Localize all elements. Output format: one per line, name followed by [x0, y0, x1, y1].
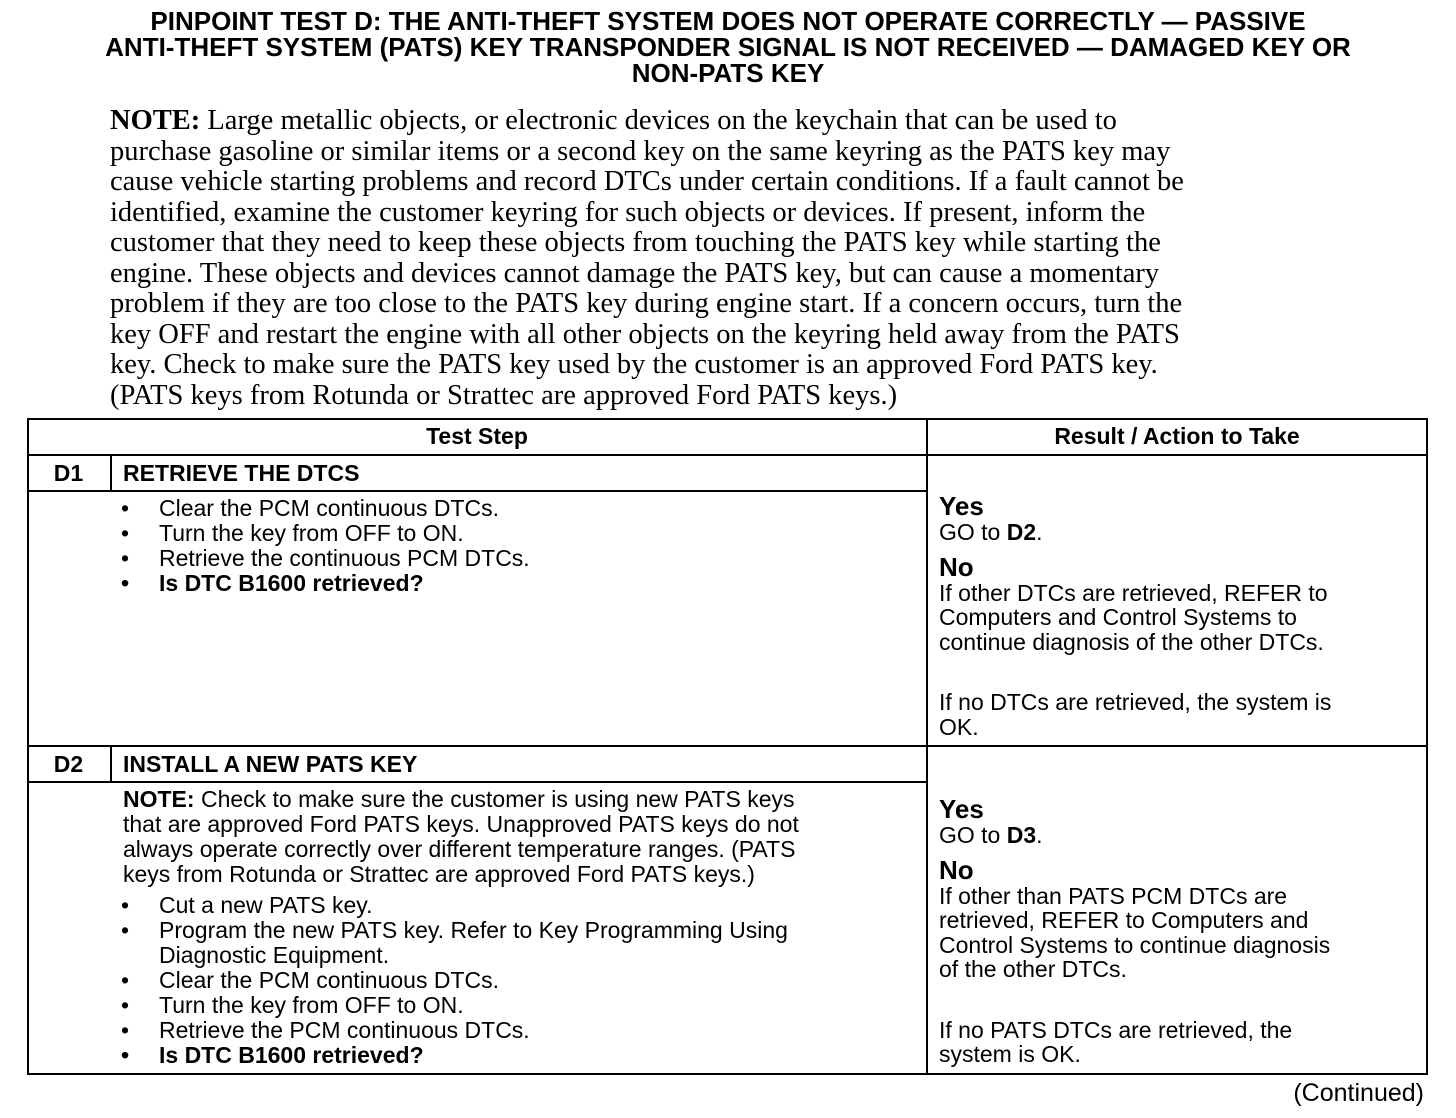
- step-d2-actions: [121, 893, 788, 1068]
- continued-label: (Continued): [1293, 1079, 1424, 1107]
- intro-note-line: identified, examine the customer keyring for such objects or devices. If present, inform the: [110, 196, 1146, 228]
- title-line-2: ANTI-THEFT SYSTEM (PATS) KEY TRANSPONDER SIGNAL IS NOT RECEIVED — DAMAGED KEY OR: [105, 32, 1351, 62]
- step-d2-note: NOTE: Check to make sure the customer is using new PATS keys that are approved Ford PATS keys. Unapproved PATS keys do not always operate correctly over different temperature ranges. (PATS keys from Rotunda or Strattec are approved Ford PATS keys.): [123, 786, 799, 887]
- header-result: Result / Action to Take: [1054, 423, 1300, 449]
- page-title: [30, 8, 1426, 86]
- step-id-d1: D1: [53, 460, 84, 486]
- intro-note-line: purchase gasoline or similar items or a second key on the same keyring as the PATS key may: [110, 135, 1171, 167]
- list-item: • Retrieve the continuous PCM DTCs.: [121, 546, 530, 571]
- go-to-target: D2: [1006, 519, 1037, 545]
- intro-note-line: key OFF and restart the engine with all other objects on the keyring held away from the PATS: [110, 318, 1180, 350]
- step-d2-result: Yes GO to D3. No If other than PATS PCM DTCs are retrieved, REFER to Computers and Control Systems to continue diagnosis of the other DTCs. If no PATS DTCs are retrieved, the system is OK.: [939, 794, 1331, 1067]
- no-label: No: [939, 551, 974, 582]
- yes-action: GO to D3.: [939, 822, 1043, 848]
- list-item: • Clear the PCM continuous DTCs.: [121, 968, 788, 993]
- pinpoint-test-table: [27, 418, 1428, 1075]
- step-d1-result: Yes GO to D2. No If other DTCs are retrieved, REFER to Computers and Control Systems to continue diagnosis of the other DTCs. If no DTCs are retrieved, the system is OK.: [939, 491, 1332, 740]
- go-to-target: D3: [1006, 822, 1037, 848]
- yes-action: GO to D2.: [939, 519, 1043, 545]
- list-item: • Turn the key from OFF to ON.: [121, 521, 530, 546]
- intro-note-line: engine. These objects and devices cannot damage the PATS key, but can cause a momentary: [110, 257, 1160, 289]
- step-question: • Is DTC B1600 retrieved?: [121, 1043, 788, 1068]
- list-item: • Turn the key from OFF to ON.: [121, 993, 788, 1018]
- header-test-step: Test Step: [426, 423, 528, 449]
- step-note-label: NOTE:: [123, 786, 195, 812]
- step-question: • Is DTC B1600 retrieved?: [121, 571, 530, 596]
- intro-note-line: customer that they need to keep these objects from touching the PATS key while starting the: [110, 227, 1161, 258]
- list-item: • Clear the PCM continuous DTCs.: [121, 496, 530, 521]
- intro-note-line: problem if they are too close to the PATS key during engine start. If a concern occurs, turn the: [110, 288, 1183, 319]
- step-title-d1: RETRIEVE THE DTCS: [123, 460, 360, 486]
- intro-note-line: cause vehicle starting problems and record DTCs under certain conditions. If a fault cannot be: [110, 166, 1184, 197]
- intro-note-line: (PATS keys from Rotunda or Strattec are approved Ford PATS keys.): [110, 379, 898, 411]
- intro-note-label: NOTE:: [110, 105, 201, 136]
- list-item: • Program the new PATS key. Refer to Key Programming Using Diagnostic Equipment.: [121, 918, 788, 968]
- intro-note: [110, 106, 1350, 411]
- step-d1-actions: [121, 496, 530, 596]
- title-line-3: NON-PATS KEY: [631, 58, 825, 88]
- list-item: • Retrieve the PCM continuous DTCs.: [121, 1018, 788, 1043]
- list-item: • Cut a new PATS key.: [121, 893, 788, 918]
- intro-note-line: key. Check to make sure the PATS key used by the customer is an approved Ford PATS key.: [110, 349, 1158, 380]
- step-id-d2: D2: [53, 751, 84, 777]
- intro-note-line: NOTE: Large metallic objects, or electronic devices on the keychain that can be used to: [110, 105, 1117, 136]
- d2-id-divider: [110, 746, 112, 782]
- yes-label: Yes: [939, 491, 984, 521]
- title-line-1: PINPOINT TEST D: THE ANTI-THEFT SYSTEM DOES NOT OPERATE CORRECTLY — PASSIVE: [150, 6, 1306, 36]
- no-label: No: [939, 854, 974, 885]
- d1-id-divider: [110, 455, 112, 491]
- step-title-d2: INSTALL A NEW PATS KEY: [123, 751, 418, 777]
- yes-label: Yes: [939, 794, 984, 824]
